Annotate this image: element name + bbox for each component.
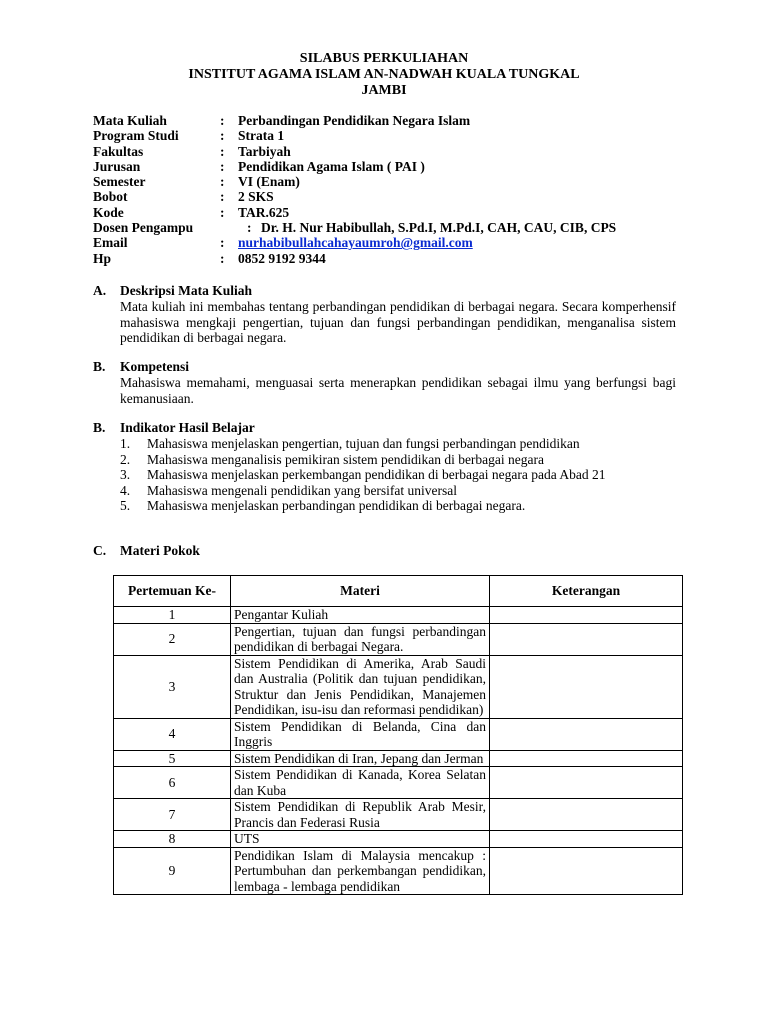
section-title: Materi Pokok — [120, 543, 200, 558]
list-number: 3. — [120, 467, 131, 483]
info-label: Semester — [93, 174, 146, 190]
list-text: Mahasiswa menjelaskan perkembangan pendidikan di berbagai negara pada Abad 21 — [147, 467, 606, 483]
cell-keterangan — [490, 767, 683, 799]
info-label: Mata Kuliah — [93, 113, 167, 128]
cell-pertemuan: 8 — [114, 831, 231, 848]
cell-keterangan — [490, 847, 683, 895]
section-deskripsi — [93, 283, 676, 346]
section-indikator — [93, 420, 676, 514]
section-heading — [93, 420, 676, 436]
info-value: 2 SKS — [238, 189, 274, 205]
list-text: Mahasiswa menjelaskan pengertian, tujuan dan fungsi perbandingan pendidikan — [147, 436, 580, 451]
cell-keterangan — [490, 623, 683, 655]
materi-table — [113, 575, 683, 895]
info-row-kode — [93, 205, 693, 220]
section-heading — [93, 359, 676, 375]
info-row-email — [93, 235, 693, 250]
cell-keterangan — [490, 750, 683, 767]
list-number: 5. — [120, 498, 131, 514]
cell-pertemuan: 3 — [114, 655, 231, 718]
cell-materi: Sistem Pendidikan di Amerika, Arab Saudi dan Australia (Politik dan tujuan pendidikan, Struktur dan Jenis Pendidikan, Manajemen Pendidikan, isu-isu dan reformasi pendidikan) — [231, 655, 490, 718]
table-row — [114, 750, 683, 767]
section-title: Kompetensi — [120, 359, 189, 374]
info-colon: : — [220, 128, 225, 144]
list-text: Mahasiswa mengenali pendidikan yang bersifat universal — [147, 482, 458, 498]
column-header-keterangan: Keterangan — [490, 576, 683, 607]
info-colon: : — [220, 174, 225, 190]
cell-keterangan — [490, 718, 683, 750]
cell-pertemuan: 4 — [114, 718, 231, 750]
info-colon: : — [247, 220, 252, 236]
cell-materi: UTS — [231, 831, 490, 848]
info-row-program-studi — [93, 128, 693, 143]
info-colon: : — [220, 158, 225, 174]
course-info — [93, 113, 693, 266]
header-title: SILABUS PERKULIAHAN — [299, 51, 469, 66]
info-value: Strata 1 — [238, 128, 285, 144]
section-heading — [93, 543, 676, 559]
table-row — [114, 799, 683, 831]
header-institution: INSTITUT AGAMA ISLAM AN-NADWAH KUALA TUNGKAL — [188, 67, 580, 82]
section-materi — [93, 543, 676, 559]
info-value: Perbandingan Pendidikan Negara Islam — [238, 113, 471, 128]
section-title: Indikator Hasil Belajar — [120, 420, 255, 435]
cell-keterangan — [490, 607, 683, 624]
cell-materi: Sistem Pendidikan di Kanada, Korea Selatan dan Kuba — [231, 767, 490, 799]
section-body: Mata kuliah ini membahas tentang perbandingan pendidikan di berbagai negara. Secara komperhensif mahasiswa mengkaji pengertian, tujuan dan fungsi perbandingan pendidikan, menganalisa sistem pendidikan di berbagai negara. — [120, 299, 676, 345]
column-header-materi: Materi — [231, 576, 490, 607]
cell-materi: Pendidikan Islam di Malaysia mencakup : Pertumbuhan dan perkembangan pendidikan, lembaga - lembaga pendidikan — [231, 847, 490, 895]
cell-materi: Sistem Pendidikan di Iran, Jepang dan Jerman — [231, 750, 490, 767]
info-colon: : — [220, 250, 225, 266]
table-row — [114, 767, 683, 799]
info-colon: : — [220, 235, 225, 251]
info-value: VI (Enam) — [238, 174, 300, 190]
section-letter: A. — [93, 283, 107, 298]
list-text: Mahasiswa menganalisis pemikiran sistem pendidikan di berbagai negara — [147, 451, 545, 467]
list-text: Mahasiswa menjelaskan perbandingan pendidikan di berbagai negara. — [147, 498, 526, 514]
info-row-dosen-pengampu — [93, 220, 693, 235]
list-number: 4. — [120, 482, 131, 498]
cell-keterangan — [490, 655, 683, 718]
info-label: Jurusan — [93, 158, 141, 174]
list-item — [93, 436, 676, 452]
table-row — [114, 655, 683, 718]
info-value: Tarbiyah — [238, 143, 291, 159]
info-label: Email — [93, 235, 128, 251]
info-label: Hp — [93, 250, 112, 266]
info-row-jurusan — [93, 159, 693, 174]
list-number: 1. — [120, 436, 131, 451]
cell-pertemuan: 6 — [114, 767, 231, 799]
table-row — [114, 623, 683, 655]
section-letter: B. — [93, 420, 106, 435]
section-kompetensi — [93, 359, 676, 406]
cell-materi: Pengertian, tujuan dan fungsi perbandingan pendidikan di berbagai Negara. — [231, 623, 490, 655]
info-label: Fakultas — [93, 143, 144, 159]
cell-pertemuan: 7 — [114, 799, 231, 831]
info-row-hp — [93, 251, 693, 266]
list-item — [93, 452, 676, 468]
cell-pertemuan: 5 — [114, 750, 231, 767]
info-colon: : — [220, 113, 225, 128]
list-item — [93, 498, 676, 514]
cell-materi: Pengantar Kuliah — [231, 607, 490, 624]
info-row-fakultas — [93, 144, 693, 159]
indikator-list — [93, 436, 676, 514]
cell-keterangan — [490, 831, 683, 848]
section-heading — [93, 283, 676, 299]
table-row — [114, 831, 683, 848]
list-item — [93, 467, 676, 483]
info-colon: : — [220, 204, 225, 220]
cell-pertemuan: 2 — [114, 623, 231, 655]
cell-pertemuan: 1 — [114, 607, 231, 624]
table-row — [114, 607, 683, 624]
info-row-bobot — [93, 189, 693, 204]
column-header-pertemuan: Pertemuan Ke- — [114, 576, 231, 607]
info-label: Bobot — [93, 189, 128, 205]
info-row-semester — [93, 174, 693, 189]
info-row-mata-kuliah — [93, 113, 693, 128]
info-value: TAR.625 — [238, 204, 290, 220]
info-value: Dr. H. Nur Habibullah, S.Pd.I, M.Pd.I, CAH, CAU, CIB, CPS — [261, 220, 617, 236]
cell-materi: Sistem Pendidikan di Republik Arab Mesir, Prancis dan Federasi Rusia — [231, 799, 490, 831]
list-number: 2. — [120, 451, 131, 467]
info-value: Pendidikan Agama Islam ( PAI ) — [238, 158, 425, 174]
table-header-row — [114, 576, 683, 607]
info-label: Program Studi — [93, 128, 179, 144]
table-row — [114, 847, 683, 895]
info-value: 0852 9192 9344 — [238, 250, 326, 266]
info-label: Kode — [93, 204, 124, 220]
info-label: Dosen Pengampu — [93, 220, 194, 236]
cell-pertemuan: 9 — [114, 847, 231, 895]
cell-keterangan — [490, 799, 683, 831]
cell-materi: Sistem Pendidikan di Belanda, Cina dan Inggris — [231, 718, 490, 750]
email-link[interactable]: nurhabibullahcahayaumroh@gmail.com — [238, 235, 473, 251]
section-letter: C. — [93, 543, 107, 558]
info-colon: : — [220, 189, 225, 205]
document-header — [0, 51, 768, 99]
info-colon: : — [220, 143, 225, 159]
section-letter: B. — [93, 359, 106, 374]
header-city: JAMBI — [361, 83, 407, 98]
section-body: Mahasiswa memahami, menguasai serta menerapkan pendidikan sebagai ilmu yang berfungsi bagi kemanusiaan. — [120, 375, 676, 406]
list-item — [93, 483, 676, 499]
table-row — [114, 718, 683, 750]
section-title: Deskripsi Mata Kuliah — [120, 283, 253, 298]
